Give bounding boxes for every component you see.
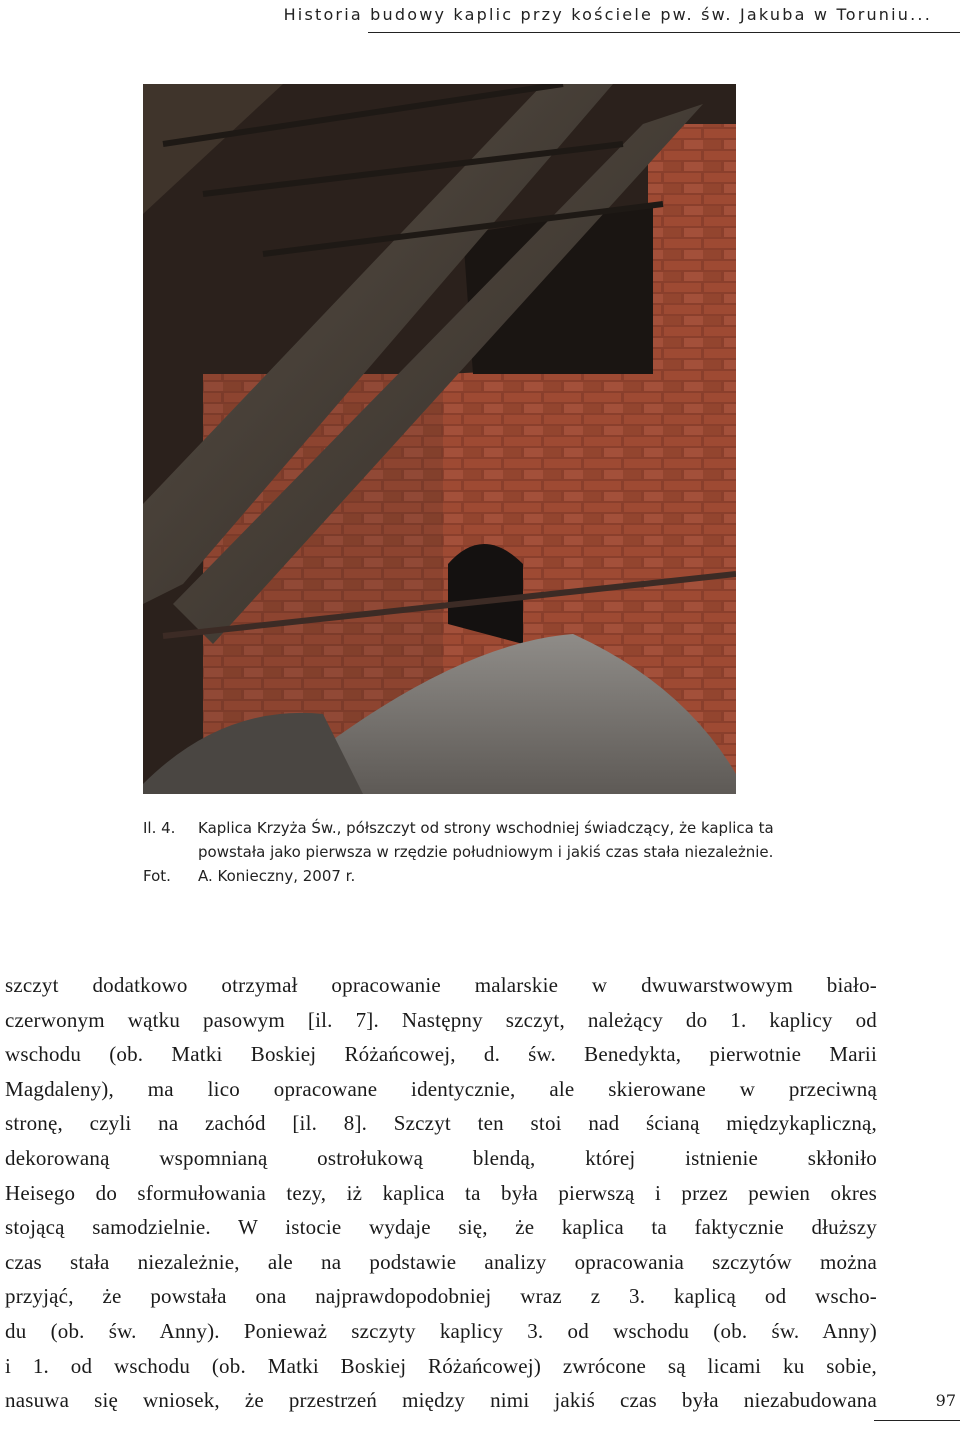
body-line: stojącą samodzielnie. W istocie wydaje się, że kaplica ta faktycznie dłuższy <box>5 1215 877 1240</box>
body-line: stronę, czyli na zachód [il. 8]. Szczyt ten stoi nad ścianą międzykapliczną, <box>5 1111 877 1136</box>
page-number-footer <box>874 1391 960 1440</box>
body-line: czerwonym wątku pasowym [il. 7]. Następny szczyt, należący do 1. kaplicy od <box>5 1007 877 1032</box>
caption-row <box>143 816 783 864</box>
body-paragraph <box>5 968 877 1418</box>
photo-credit-row <box>143 864 783 888</box>
caption-label: Il. 4. <box>143 819 176 837</box>
page-number: 97 <box>935 1391 956 1410</box>
body-line: dekorowaną wspomnianą ostrołukową blendą, której istnienie skłoniło <box>5 1145 877 1170</box>
body-line: przyjąć, że powstała ona najprawdopodobniej wraz z 3. kaplicą od wscho- <box>5 1284 877 1309</box>
body-line: i 1. od wschodu (ob. Matki Boskiej Różańcowej) zwrócone są licami ku sobie, <box>5 1353 877 1378</box>
caption-text: Kaplica Krzyża Św., półszczyt od strony wschodniej świadczący, że kaplica ta powstała jako pierwsza w rzędzie południowym i jakiś czas stała niezależnie. <box>198 819 774 861</box>
body-line: Heisego do sformułowania tezy, iż kaplica ta była pierwszą i przez pewien okres <box>5 1180 877 1205</box>
photo-credit: A. Konieczny, 2007 r. <box>198 867 356 885</box>
body-line: nasuwa się wniosek, że przestrzeń między nimi jakiś czas była niezabudowana <box>5 1388 877 1413</box>
body-line: Magdaleny), ma lico opracowane identycznie, ale skierowane w przeciwną <box>5 1076 877 1101</box>
attic-photo-illustration <box>143 84 736 794</box>
running-title: Historia budowy kaplic przy kościele pw. św. Jakuba w Toruniu... <box>283 5 932 24</box>
figure-caption <box>143 816 783 888</box>
running-header <box>283 2 960 33</box>
photo-credit-label: Fot. <box>143 867 171 885</box>
body-line: wschodu (ob. Matki Boskiej Różańcowej, d. św. Benedykta, pierwotnie Marii <box>5 1042 877 1067</box>
body-line: czas stała niezależnie, ale na podstawie analizy opracowania szczytów można <box>5 1249 877 1274</box>
figure-photo-brick-gable <box>143 84 736 794</box>
body-line: du (ob. św. Anny). Ponieważ szczyty kaplicy 3. od wschodu (ob. św. Anny) <box>5 1318 877 1343</box>
body-line: szczyt dodatkowo otrzymał opracowanie malarskie w dwuwarstwowym biało- <box>5 973 877 997</box>
